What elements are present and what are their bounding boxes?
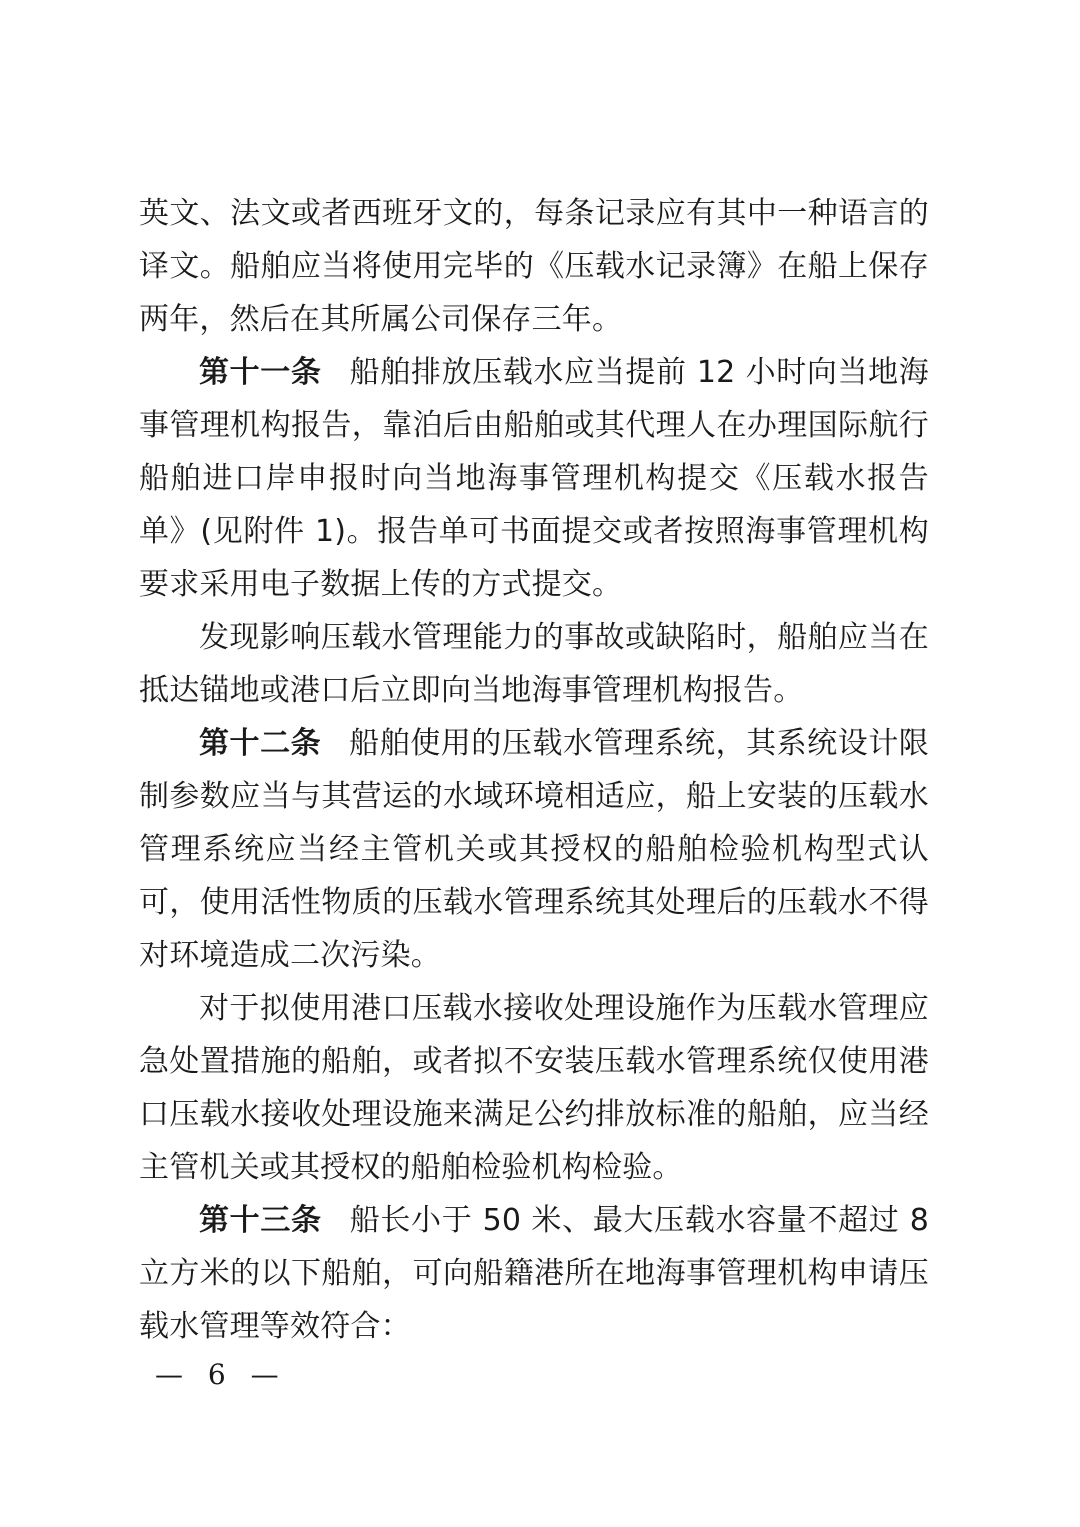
article-11 (139, 346, 929, 611)
paragraph-port-facility (139, 982, 929, 1194)
page-number: — 6 — (155, 1358, 287, 1391)
article-13 (139, 1194, 929, 1353)
paragraph-text: 船舶使用的压载水管理系统，其系统设计限制参数应当与其营运的水域环境相适应，船上安装的压载水管理系统应当经主管机关或其授权的船舶检验机构型式认可，使用活性物质的压载水管理系统其处理后的压载水不得对环境造成二次污染。 (139, 726, 929, 973)
body-text (139, 187, 929, 1353)
article-heading: 第十三条 (199, 1203, 322, 1238)
paragraph-text: 英文、法文或者西班牙文的，每条记录应有其中一种语言的译文。船舶应当将使用完毕的《压载水记录簿》在船上保存两年，然后在其所属公司保存三年。 (139, 196, 929, 337)
paragraph-defect-report (139, 611, 929, 717)
article-12 (139, 717, 929, 982)
article-heading: 第十二条 (199, 726, 322, 761)
paragraph-text: 发现影响压载水管理能力的事故或缺陷时，船舶应当在抵达锚地或港口后立即向当地海事管理机构报告。 (139, 620, 929, 708)
paragraph-text: 船长小于 50 米、最大压载水容量不超过 8 立方米的以下船舶，可向船籍港所在地海事管理机构申请压载水管理等效符合： (139, 1203, 929, 1344)
article-heading: 第十一条 (199, 355, 322, 390)
paragraph-continuation (139, 187, 929, 346)
paragraph-text: 船舶排放压载水应当提前 12 小时向当地海事管理机构报告，靠泊后由船舶或其代理人在办理国际航行船舶进口岸申报时向当地海事管理机构提交《压载水报告单》(见附件 1)。报告单可书面提交或者按照海事管理机构要求采用电子数据上传的方式提交。 (139, 355, 929, 602)
paragraph-text: 对于拟使用港口压载水接收处理设施作为压载水管理应急处置措施的船舶，或者拟不安装压载水管理系统仅使用港口压载水接收处理设施来满足公约排放标准的船舶，应当经主管机关或其授权的船舶检验机构检验。 (139, 991, 929, 1185)
